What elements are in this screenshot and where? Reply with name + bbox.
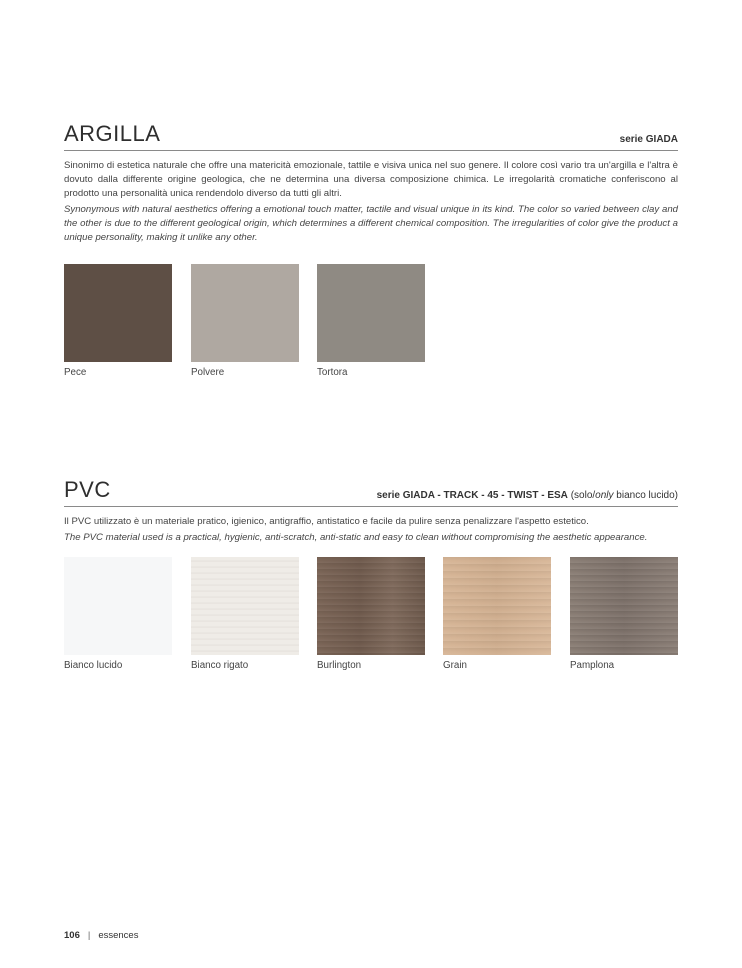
argilla-header (64, 120, 678, 151)
argilla-swatches (64, 264, 678, 384)
swatch-pece (64, 264, 172, 378)
swatch-chip (64, 264, 172, 362)
pvc-swatches (64, 557, 678, 677)
swatch-burlington (317, 557, 425, 671)
pvc-description-it: Il PVC utilizzato è un materiale pratico, igienico, antigraffio, antistatico e facile da pulire senza penalizzare l'aspetto estetico. (64, 516, 589, 527)
swatch-grain (443, 557, 551, 671)
pvc-series-name: serie GIADA - TRACK - 45 - TWIST - ESA (376, 490, 568, 501)
swatch-chip (191, 557, 299, 655)
page-footer (64, 930, 138, 941)
swatch-bianco-rigato (191, 557, 299, 671)
argilla-description-it: Sinonimo di estetica naturale che offre una matericità emozionale, tattile e visiva unica nel suo genere. Il colore così vario tra un'argilla e l'altra è dovuto dalla differente origine geologica, che ne determina una diversa composizione chimica. Le irregolarità cromatiche conferiscono al prodotto una personalità unica rendendolo diverso da tutti gli altri. (64, 160, 678, 199)
swatch-chip (317, 557, 425, 655)
pvc-series-note-open: (solo/ (567, 490, 596, 501)
swatch-label: Burlington (317, 660, 362, 671)
swatch-label: Polvere (191, 367, 225, 378)
pvc-header (64, 476, 678, 507)
pvc-series (377, 490, 678, 501)
swatch-pamplona (570, 557, 678, 671)
swatch-label: Bianco lucido (64, 660, 123, 671)
swatch-bianco-lucido (64, 557, 172, 671)
swatch-chip (191, 264, 299, 362)
swatch-label: Pamplona (570, 660, 615, 671)
footer-brand: essences (98, 930, 139, 941)
swatch-label: Pece (64, 367, 87, 378)
swatch-chip (570, 557, 678, 655)
swatch-tortora (317, 264, 425, 378)
swatch-label: Bianco rigato (191, 660, 249, 671)
footer-separator: | (87, 930, 91, 941)
argilla-section (64, 120, 678, 245)
argilla-title: ARGILLA (64, 121, 161, 146)
pvc-title: PVC (64, 477, 111, 502)
swatch-label: Tortora (317, 367, 348, 378)
pvc-series-note-only: only (595, 490, 614, 501)
pvc-description-en: The PVC material used is a practical, hygienic, anti-scratch, anti-static and easy to clean without compromising the aesthetic appearance. (64, 532, 648, 543)
argilla-description-en: Synonymous with natural aesthetics offering a emotional touch matter, tactile and visual unique in its kind. The color so varied between clay and the other is due to the different geological origin, which determines a different chemical composition. The irregularities of color give the product a unique personality, making it unlike any other. (64, 204, 678, 243)
page-number: 106 (64, 930, 80, 941)
argilla-series-name: serie GIADA (619, 134, 678, 145)
swatch-chip (64, 557, 172, 655)
pvc-section (64, 476, 678, 545)
swatch-chip (443, 557, 551, 655)
swatch-label: Grain (443, 660, 467, 671)
swatch-chip (317, 264, 425, 362)
argilla-series (620, 134, 678, 145)
swatch-polvere (191, 264, 299, 378)
pvc-series-note-close: bianco lucido) (613, 490, 678, 501)
